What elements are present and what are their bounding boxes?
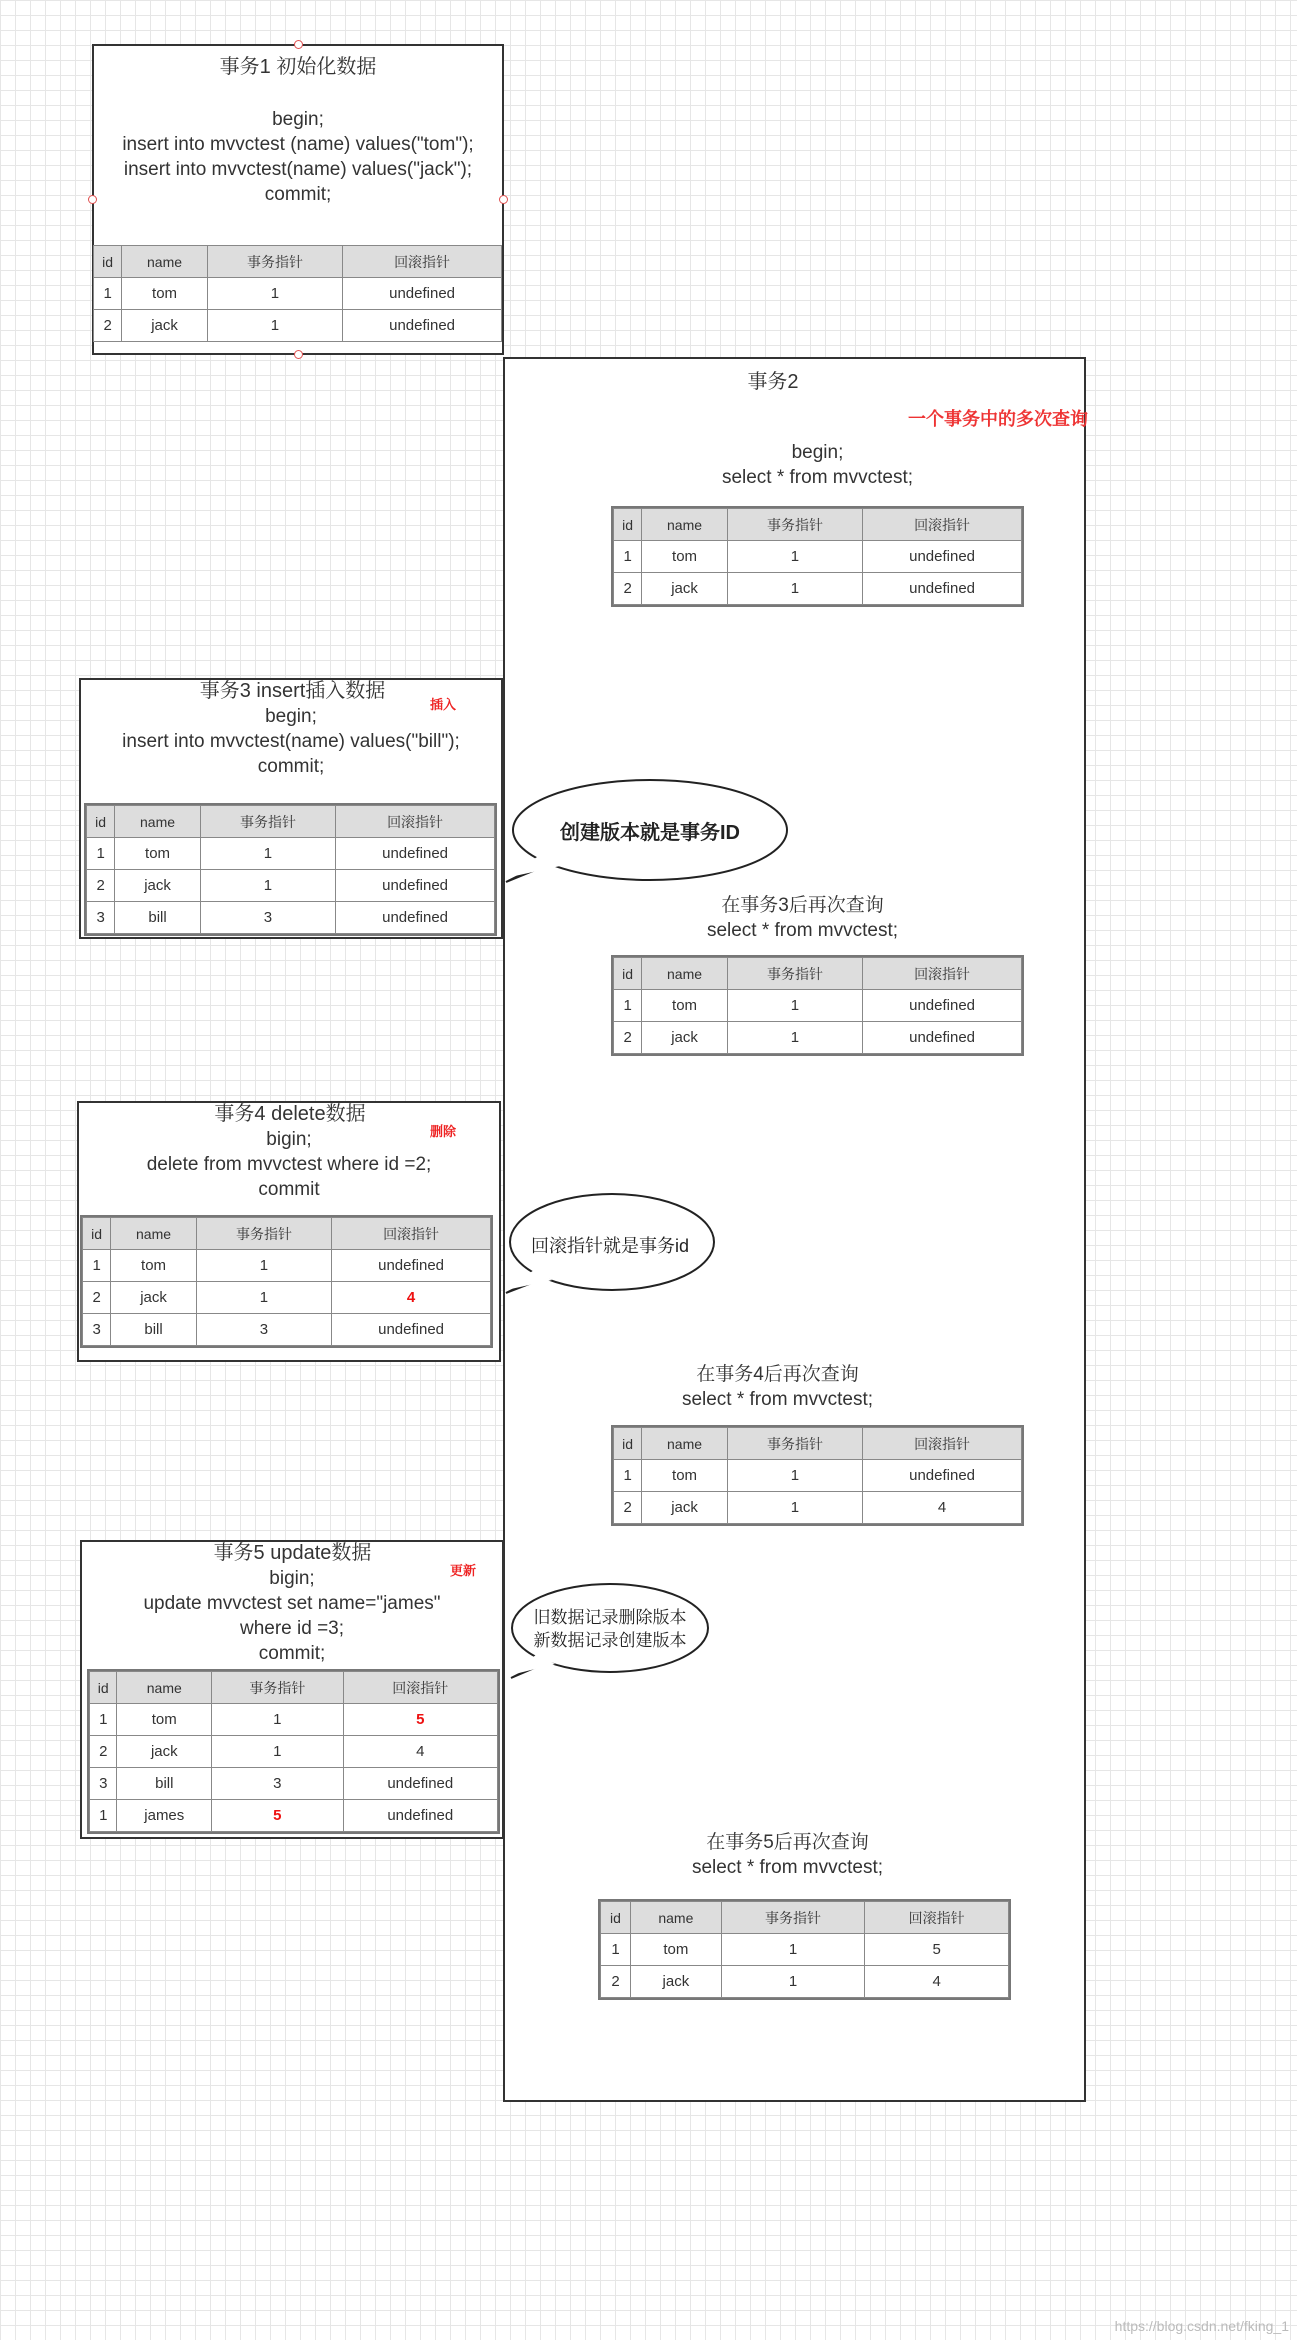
watermark: https://blog.csdn.net/fking_1 [1114, 2318, 1289, 2334]
cell-tx-pointer: 1 [727, 1022, 862, 1054]
col-header-id: id [83, 1218, 111, 1250]
cell-tx-pointer: 3 [212, 1768, 344, 1800]
table-row [90, 1704, 498, 1736]
col-header-name: name [642, 509, 728, 541]
cell-name: tom [642, 1460, 728, 1492]
cell-tx-pointer: 1 [721, 1966, 865, 1998]
table-row [90, 1768, 498, 1800]
tx4-table [82, 1217, 491, 1346]
cell-name: jack [111, 1282, 197, 1314]
cell-rollback-pointer: undefined [336, 838, 495, 870]
table-row [614, 573, 1022, 605]
sql-line: begin; [791, 442, 844, 463]
col-header-name: name [117, 1672, 212, 1704]
col-header-tx-pointer: 事务指针 [196, 1218, 331, 1250]
cell-name: jack [642, 1492, 728, 1524]
table-row [87, 838, 495, 870]
tx3-table [86, 805, 495, 934]
cell-tx-pointer: 1 [196, 1250, 331, 1282]
cell-rollback-pointer: 4 [343, 1736, 497, 1768]
table-header-row [614, 509, 1022, 541]
cell-rollback-pointer: undefined [336, 902, 495, 934]
col-header-rollback-pointer: 回滚指针 [863, 1428, 1022, 1460]
cell-tx-pointer: 1 [727, 1492, 862, 1524]
callout-1-text: 创建版本就是事务ID [560, 822, 740, 844]
col-header-tx-pointer: 事务指针 [727, 958, 862, 990]
cell-id: 1 [601, 1934, 631, 1966]
tx2-q1-sql [600, 440, 1035, 490]
tx4-note: 删除 [430, 1124, 457, 1139]
cell-id: 1 [614, 990, 642, 1022]
cell-rollback-pointer: undefined [863, 1460, 1022, 1492]
col-header-id: id [601, 1902, 631, 1934]
cell-tx-pointer: 1 [727, 990, 862, 1022]
cell-rollback-pointer: undefined [336, 870, 495, 902]
table-header-row [83, 1218, 491, 1250]
sql-line: select * from mvvctest; [721, 467, 914, 488]
cell-id: 3 [87, 902, 115, 934]
cell-id: 2 [614, 573, 642, 605]
cell-name: james [117, 1800, 212, 1832]
cell-rollback-pointer: 4 [863, 1492, 1022, 1524]
table-row [94, 310, 502, 342]
cell-tx-pointer: 1 [727, 573, 862, 605]
tx2-q3-sql [560, 1362, 995, 1412]
sql-line: update mvvctest set name="james" [143, 1593, 441, 1614]
table-row [601, 1934, 1009, 1966]
col-header-id: id [614, 1428, 642, 1460]
tx1-sql-line: commit; [264, 184, 332, 205]
sql-line: delete from mvvctest where id =2; [146, 1154, 432, 1175]
tx1-sql-line: insert into mvvctest (name) values("tom"); [122, 134, 474, 155]
tx1-handle-top[interactable] [294, 40, 303, 49]
tx2-q2-table [613, 957, 1022, 1054]
sql-line: commit [258, 1179, 320, 1200]
cell-tx-pointer: 1 [200, 838, 335, 870]
cell-rollback-pointer: 4 [865, 1966, 1009, 1998]
cell-name: bill [111, 1314, 197, 1346]
tx2-title: 事务2 [747, 371, 799, 393]
cell-tx-pointer: 1 [727, 1460, 862, 1492]
cell-id: 1 [94, 278, 122, 310]
tx1-sql-line: begin; [272, 109, 324, 130]
tx3-sql [79, 704, 503, 779]
table-header-row [601, 1902, 1009, 1934]
tx2-q3-table [613, 1427, 1022, 1524]
table-row [614, 1022, 1022, 1054]
cell-name: tom [122, 278, 208, 310]
cell-name: jack [122, 310, 208, 342]
cell-id: 2 [87, 870, 115, 902]
table-row [614, 1492, 1022, 1524]
cell-rollback-pointer: undefined [863, 573, 1022, 605]
tx2-q1-table [613, 508, 1022, 605]
cell-name: tom [642, 990, 728, 1022]
cell-tx-pointer: 1 [207, 310, 342, 342]
table-header-row [614, 958, 1022, 990]
sql-line: select * from mvvctest; [706, 920, 899, 941]
table-row [90, 1800, 498, 1832]
cell-name: jack [642, 1022, 728, 1054]
cell-rollback-pointer: undefined [343, 1800, 497, 1832]
col-header-name: name [642, 1428, 728, 1460]
cell-rollback-pointer: undefined [863, 541, 1022, 573]
table-row [614, 541, 1022, 573]
cell-tx-pointer: 1 [200, 870, 335, 902]
col-header-id: id [90, 1672, 117, 1704]
cell-tx-pointer: 1 [207, 278, 342, 310]
cell-name: tom [115, 838, 201, 870]
callout-3-text [520, 1606, 700, 1652]
col-header-rollback-pointer: 回滚指针 [336, 806, 495, 838]
cell-id: 1 [87, 838, 115, 870]
col-header-rollback-pointer: 回滚指针 [332, 1218, 491, 1250]
sql-line: 在事务5后再次查询 [706, 1832, 869, 1853]
sql-line: commit; [258, 1643, 326, 1664]
tx1-handle-bottom[interactable] [294, 350, 303, 359]
tx1-sql-line: insert into mvvctest(name) values("jack"); [123, 159, 473, 180]
sql-line: commit; [257, 756, 325, 777]
tx4-title: 事务4 delete数据 [214, 1103, 366, 1125]
callout-3-line: 新数据记录创建版本 [533, 1631, 687, 1650]
cell-rollback-pointer-highlight: 4 [332, 1282, 491, 1314]
col-header-tx-pointer: 事务指针 [200, 806, 335, 838]
table-row [94, 278, 502, 310]
col-header-tx-pointer: 事务指针 [207, 246, 342, 278]
cell-name: tom [111, 1250, 197, 1282]
tx2-q4-sql [570, 1830, 1005, 1880]
col-header-name: name [111, 1218, 197, 1250]
table-header-row [614, 1428, 1022, 1460]
sql-line: select * from mvvctest; [691, 1857, 884, 1878]
tx4-sql [77, 1127, 501, 1202]
col-header-rollback-pointer: 回滚指针 [863, 958, 1022, 990]
table-row [614, 990, 1022, 1022]
table-row [87, 870, 495, 902]
table-row [87, 902, 495, 934]
cell-id: 1 [83, 1250, 111, 1282]
cell-tx-pointer: 1 [212, 1704, 344, 1736]
cell-rollback-pointer: undefined [332, 1314, 491, 1346]
col-header-rollback-pointer: 回滚指针 [865, 1902, 1009, 1934]
tx2-q4-table [600, 1901, 1009, 1998]
col-header-id: id [94, 246, 122, 278]
cell-name: jack [642, 573, 728, 605]
tx5-table [89, 1671, 498, 1832]
col-header-name: name [642, 958, 728, 990]
col-header-rollback-pointer: 回滚指针 [343, 246, 502, 278]
cell-tx-pointer: 3 [196, 1314, 331, 1346]
sql-line: 在事务3后再次查询 [721, 895, 884, 916]
table-row [83, 1282, 491, 1314]
cell-rollback-pointer: undefined [343, 310, 502, 342]
col-header-name: name [630, 1902, 721, 1934]
cell-rollback-pointer: undefined [332, 1250, 491, 1282]
cell-name: jack [115, 870, 201, 902]
table-row [83, 1250, 491, 1282]
cell-id: 2 [614, 1022, 642, 1054]
cell-tx-pointer: 1 [727, 541, 862, 573]
cell-tx-pointer-highlight: 5 [212, 1800, 344, 1832]
tx1-title: 事务1 初始化数据 [219, 56, 377, 78]
table-header-row [94, 246, 502, 278]
cell-name: tom [630, 1934, 721, 1966]
cell-tx-pointer: 1 [212, 1736, 344, 1768]
col-header-id: id [614, 509, 642, 541]
cell-name: tom [642, 541, 728, 573]
col-header-tx-pointer: 事务指针 [727, 1428, 862, 1460]
col-header-tx-pointer: 事务指针 [212, 1672, 344, 1704]
cell-name: jack [630, 1966, 721, 1998]
cell-tx-pointer: 1 [196, 1282, 331, 1314]
tx2-q2-sql [585, 893, 1020, 943]
cell-tx-pointer: 3 [200, 902, 335, 934]
callout-2-text: 回滚指针就是事务id [530, 1236, 689, 1256]
cell-id: 3 [90, 1768, 117, 1800]
col-header-name: name [115, 806, 201, 838]
tx2-note: 一个事务中的多次查询 [908, 409, 1088, 429]
col-header-rollback-pointer: 回滚指针 [863, 509, 1022, 541]
cell-id: 2 [601, 1966, 631, 1998]
table-row [601, 1966, 1009, 1998]
tx3-title: 事务3 insert插入数据 [199, 680, 386, 702]
cell-name: bill [117, 1768, 212, 1800]
cell-name: tom [117, 1704, 212, 1736]
table-row [614, 1460, 1022, 1492]
table-row [90, 1736, 498, 1768]
cell-name: bill [115, 902, 201, 934]
cell-rollback-pointer: 5 [865, 1934, 1009, 1966]
sql-line: where id =3; [239, 1618, 345, 1639]
sql-line: select * from mvvctest; [681, 1389, 874, 1410]
tx1-table [93, 245, 502, 342]
table-header-row [90, 1672, 498, 1704]
col-header-tx-pointer: 事务指针 [727, 509, 862, 541]
table-row [83, 1314, 491, 1346]
table-header-row [87, 806, 495, 838]
cell-tx-pointer: 1 [721, 1934, 865, 1966]
cell-rollback-pointer: undefined [343, 1768, 497, 1800]
cell-id: 3 [83, 1314, 111, 1346]
cell-id: 1 [90, 1704, 117, 1736]
cell-id: 2 [94, 310, 122, 342]
sql-line: bigin; [269, 1568, 315, 1589]
sql-line: begin; [265, 706, 317, 727]
tx5-title: 事务5 update数据 [213, 1542, 372, 1564]
tx5-note: 更新 [450, 1563, 477, 1578]
col-header-rollback-pointer: 回滚指针 [343, 1672, 497, 1704]
sql-line: bigin; [266, 1129, 312, 1150]
cell-rollback-pointer: undefined [863, 990, 1022, 1022]
sql-line: insert into mvvctest(name) values("bill"); [122, 731, 460, 752]
callout-3-line: 旧数据记录删除版本 [533, 1608, 687, 1627]
col-header-name: name [122, 246, 208, 278]
cell-id: 1 [90, 1800, 117, 1832]
tx5-sql [80, 1566, 504, 1666]
cell-id: 2 [83, 1282, 111, 1314]
tx3-note: 插入 [430, 697, 457, 712]
cell-rollback-pointer: undefined [343, 278, 502, 310]
cell-id: 2 [614, 1492, 642, 1524]
col-header-id: id [614, 958, 642, 990]
cell-rollback-pointer-highlight: 5 [343, 1704, 497, 1736]
tx1-sql [92, 107, 504, 207]
col-header-id: id [87, 806, 115, 838]
cell-id: 1 [614, 541, 642, 573]
col-header-tx-pointer: 事务指针 [721, 1902, 865, 1934]
cell-id: 2 [90, 1736, 117, 1768]
cell-id: 1 [614, 1460, 642, 1492]
cell-name: jack [117, 1736, 212, 1768]
sql-line: 在事务4后再次查询 [696, 1364, 859, 1385]
cell-rollback-pointer: undefined [863, 1022, 1022, 1054]
